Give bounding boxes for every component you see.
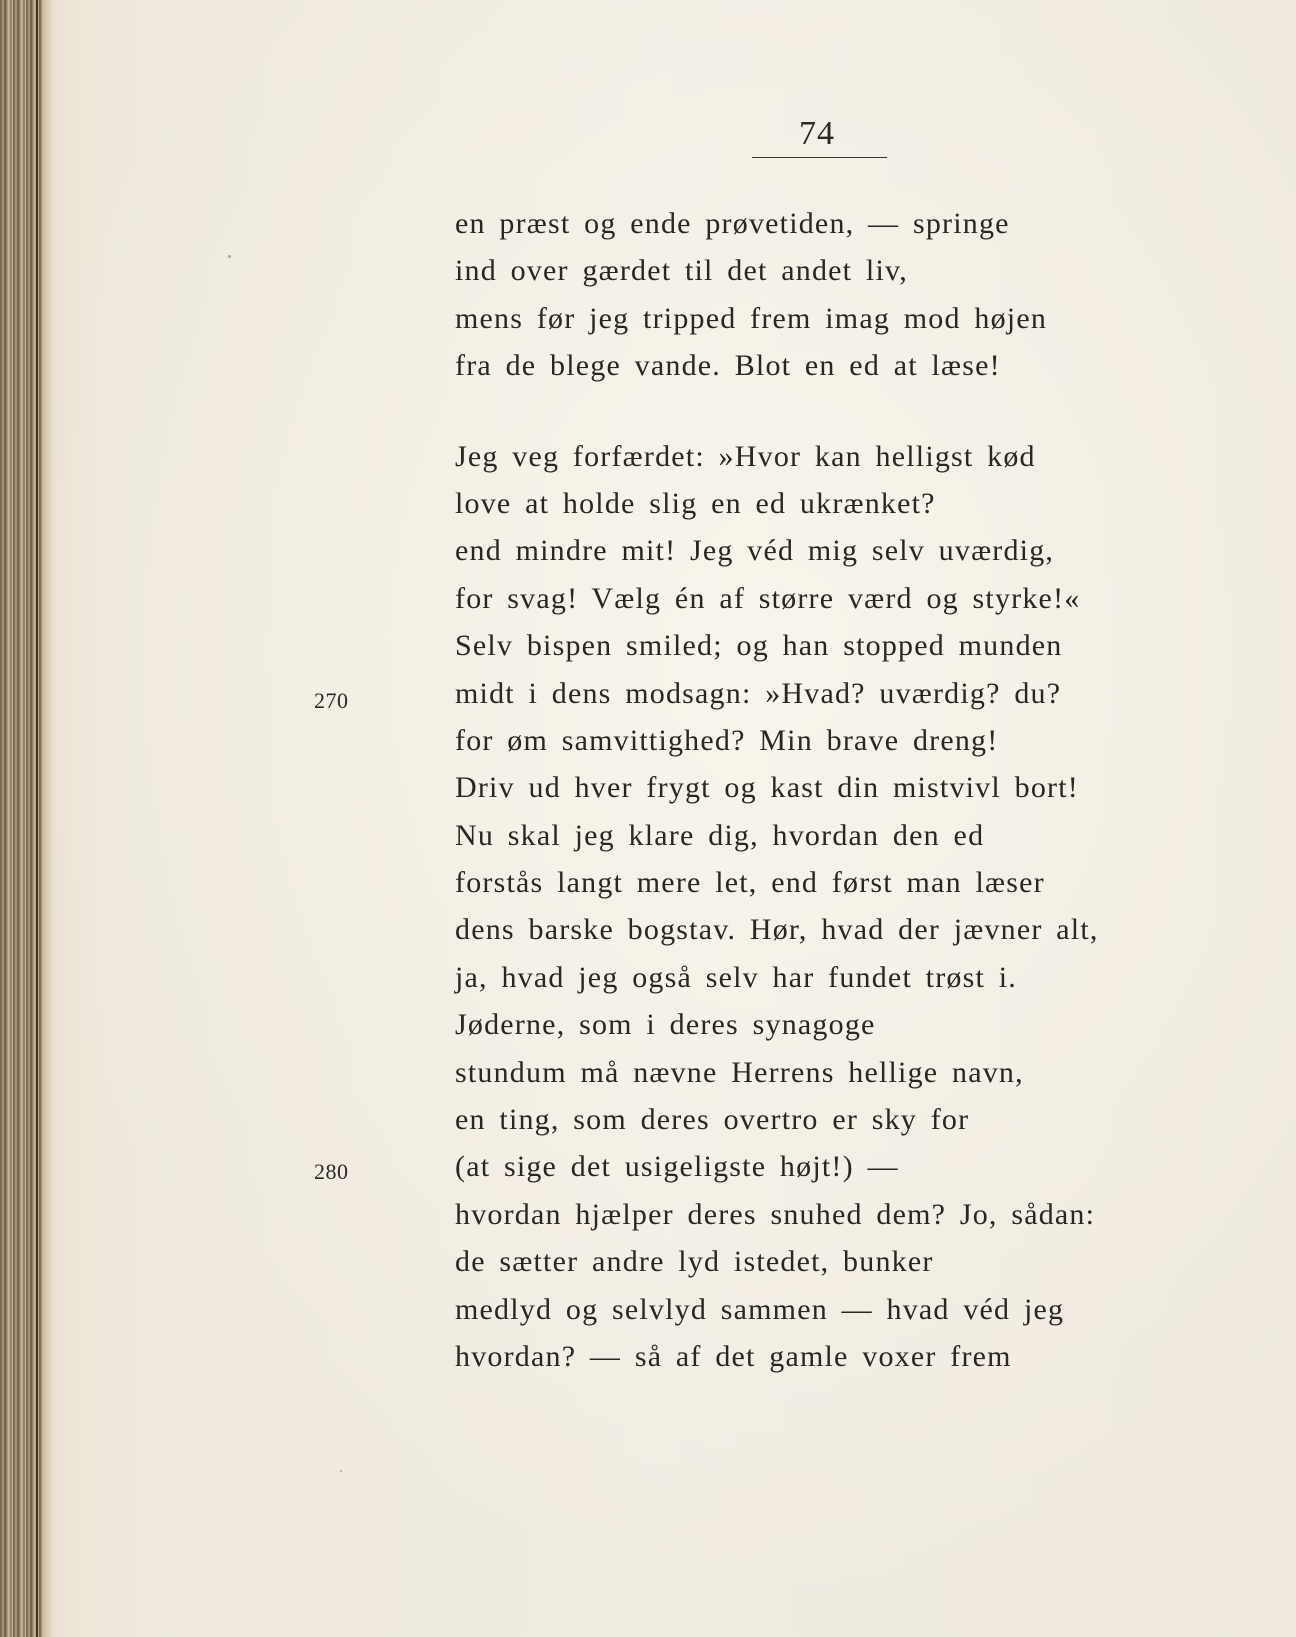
page-number-rule: [752, 157, 887, 158]
poem-line: stundum må nævne Herrens hellige navn,: [455, 1055, 1024, 1089]
poem-line: en præst og ende prøvetiden, — springe: [455, 207, 1010, 240]
poem-line: ind over gærdet til det andet liv,: [455, 254, 908, 288]
paper-speck: [340, 1470, 342, 1472]
poem-line: Nu skal jeg klare dig, hvordan den ed: [455, 818, 985, 852]
poem-line: fra de blege vande. Blot en ed at læse!: [455, 349, 1001, 383]
poem-line: de sætter andre lyd istedet, bunker: [455, 1245, 934, 1279]
poem-line: mens før jeg tripped frem imag mod højen: [455, 301, 1048, 335]
poem-line: love at holde slig en ed ukrænket?: [455, 486, 936, 520]
poem-line: midt i dens modsagn: »Hvad? uværdig? du?: [455, 676, 1062, 710]
poem-line: Driv ud hver frygt og kast din mistvivl bort!: [455, 771, 1079, 805]
page-number: 74: [799, 115, 835, 152]
poem-line: Jeg veg forfærdet: »Hvor kan helligst kød: [455, 439, 1036, 473]
poem-line: medlyd og selvlyd sammen — hvad véd jeg: [455, 1292, 1065, 1326]
poem-line: end mindre mit! Jeg véd mig selv uværdig,: [455, 534, 1055, 568]
poem-line: hvordan hjælper deres snuhed dem? Jo, sådan:: [455, 1197, 1096, 1231]
poem-line: en ting, som deres overtro er sky for: [455, 1103, 970, 1137]
poem-line: hvordan? — så af det gamle voxer frem: [455, 1339, 1012, 1373]
poem-line: (at sige det usigeligste højt!) —: [455, 1150, 899, 1184]
spine-edge: [42, 0, 56, 1637]
line-number-280: 280: [314, 1159, 349, 1184]
line-number-270: 270: [314, 688, 349, 713]
poem-text: [455, 200, 1215, 1380]
poem-line: ja, hvad jeg også selv har fundet trøst i.: [455, 960, 1017, 994]
poem-line: dens barske bogstav. Hør, hvad der jævner alt,: [455, 913, 1099, 947]
poem-line: for svag! Vælg én af større værd og styrke!«: [455, 581, 1081, 615]
poem-line: for øm samvittighed? Min brave dreng!: [455, 723, 999, 757]
poem-line: Selv bispen smiled; og han stopped munden: [455, 629, 1063, 663]
spine-line: [36, 0, 38, 1637]
poem-line: Jøderne, som i deres synagoge: [455, 1008, 876, 1042]
poem-line: forstås langt mere let, end først man læser: [455, 866, 1045, 900]
paper-speck: [228, 255, 231, 258]
